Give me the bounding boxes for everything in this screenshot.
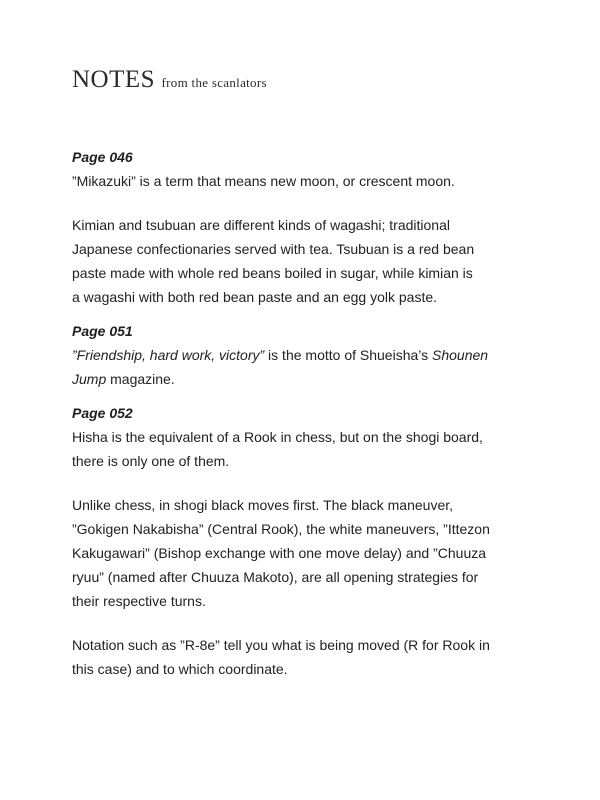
- note-paragraph: [72, 425, 532, 473]
- text-run: magazine.: [106, 371, 175, 387]
- page-label: Page 046: [72, 149, 133, 165]
- text-line: Notation such as ”R-8e” tell you what is being moved (R for Rook in: [72, 637, 490, 653]
- header-subtitle: from the scanlators: [161, 75, 267, 90]
- header-title: NOTES: [72, 66, 156, 93]
- text-line: [72, 343, 532, 367]
- section-page-051: [72, 319, 532, 391]
- notes-content: [72, 145, 532, 681]
- section-page-052: [72, 401, 532, 681]
- note-paragraph: [72, 633, 532, 681]
- text-line: a wagashi with both red bean paste and an egg yolk paste.: [72, 289, 438, 305]
- note-paragraph: [72, 343, 532, 391]
- text-line: ”Gokigen Nakabisha” (Central Rook), the white maneuvers, ”Ittezon: [72, 521, 490, 537]
- magazine-title-part: Shounen: [432, 347, 489, 363]
- note-paragraph: [72, 493, 532, 613]
- text-run: is the motto of Shueisha’s: [264, 347, 433, 363]
- text-line: ryuu” (named after Chuuza Makoto), are all opening strategies for: [72, 569, 479, 585]
- text-line: Kakugawari” (Bishop exchange with one move delay) and ”Chuuza: [72, 545, 487, 561]
- text-line: their respective turns.: [72, 593, 206, 609]
- text-line: Kimian and tsubuan are different kinds of wagashi; traditional: [72, 217, 450, 233]
- text-line: Unlike chess, in shogi black moves first. The black maneuver,: [72, 497, 454, 513]
- page-label: Page 051: [72, 323, 133, 339]
- text-line: Hisha is the equivalent of a Rook in chess, but on the shogi board,: [72, 429, 483, 445]
- note-paragraph: [72, 169, 532, 193]
- text-line: paste made with whole red beans boiled in sugar, while kimian is: [72, 265, 473, 281]
- notes-header: [72, 66, 267, 94]
- text-line: [72, 367, 532, 391]
- text-line: there is only one of them.: [72, 453, 230, 469]
- text-line: ”Mikazuki” is a term that means new moon, or crescent moon.: [72, 173, 455, 189]
- text-line: this case) and to which coordinate.: [72, 661, 288, 677]
- page-label: Page 052: [72, 405, 133, 421]
- note-paragraph: [72, 213, 532, 309]
- magazine-title-part: Jump: [72, 371, 107, 387]
- text-line: Japanese confectionaries served with tea. Tsubuan is a red bean: [72, 241, 475, 257]
- motto-quote: ”Friendship, hard work, victory”: [72, 347, 265, 363]
- section-page-046: [72, 145, 532, 309]
